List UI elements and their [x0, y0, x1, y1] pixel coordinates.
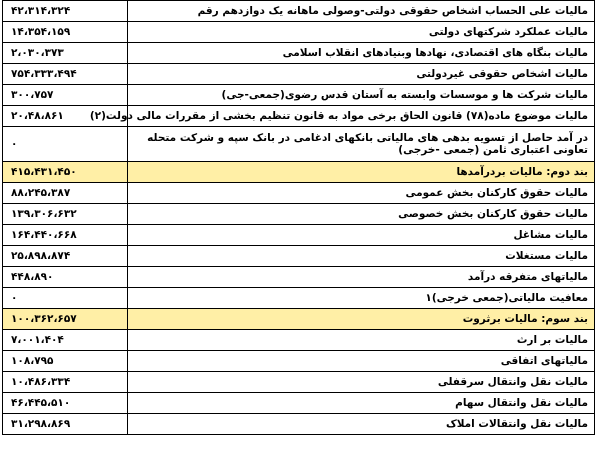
row-label: مالیات عملکرد شرکتهای دولتی: [128, 22, 595, 43]
row-label: مالیات اشخاص حقوقی غیردولتی: [128, 64, 595, 85]
table-row: [3, 204, 595, 225]
row-label: در آمد حاصل از تسویه بدهی های مالیاتی بانکهای ادغامی در بانک سپه و شرکت متحله تعاونی اعتباری ثامن (جمعی -خرجی): [128, 127, 595, 162]
row-label: مالیات نقل وانتقالات املاک: [128, 414, 595, 435]
row-label: مالیات حقوق کارکنان بخش عمومی: [128, 183, 595, 204]
table-row: [3, 1, 595, 22]
row-value: ۷۵۴،۳۳۳،۴۹۴: [3, 64, 128, 85]
row-value: ۷،۰۰۱،۴۰۴: [3, 330, 128, 351]
tax-revenue-table: [2, 0, 595, 435]
row-value: ۱۳۹،۳۰۶،۶۳۲: [3, 204, 128, 225]
section-header-row: [3, 162, 595, 183]
row-value: ۳۰۰،۷۵۷: [3, 85, 128, 106]
row-value: ۱۶۴،۴۴۰،۶۶۸: [3, 225, 128, 246]
row-label: مالیات بر ارث: [128, 330, 595, 351]
row-value: ۲،۰۳۰،۳۷۳: [3, 43, 128, 64]
section-total: ۱۰۰،۳۶۲،۶۵۷: [3, 309, 128, 330]
row-value: ۲۵،۸۹۸،۸۷۴: [3, 246, 128, 267]
row-value: ۱۰،۴۸۶،۳۳۴: [3, 372, 128, 393]
row-value: ۴۶،۴۴۵،۵۱۰: [3, 393, 128, 414]
section-title: بند دوم: مالیات بردرآمدها: [128, 162, 595, 183]
row-label: مالیات نقل وانتقال سرقفلی: [128, 372, 595, 393]
row-value: ۴۴۸،۸۹۰: [3, 267, 128, 288]
table-row: [3, 64, 595, 85]
row-label: مالیات بنگاه های اقتصادی، نهادها وبنیادهای انقلاب اسلامی: [128, 43, 595, 64]
section-total: ۴۱۵،۴۳۱،۴۵۰: [3, 162, 128, 183]
table-row: [3, 414, 595, 435]
row-value: ۴۲،۳۱۴،۳۲۴: [3, 1, 128, 22]
row-label: مالیات مستغلات: [128, 246, 595, 267]
table-body: [3, 1, 595, 435]
table-row: [3, 267, 595, 288]
row-value: ۰: [3, 127, 128, 162]
row-label: مالیاتهای متفرقه درآمد: [128, 267, 595, 288]
table-row: [3, 183, 595, 204]
row-label: مالیات شرکت ها و موسسات وابسته به آستان قدس رضوی(جمعی-جی): [128, 85, 595, 106]
table-row: [3, 225, 595, 246]
row-label: مالیات حقوق کارکنان بخش خصوصی: [128, 204, 595, 225]
row-label: مالیات علی الحساب اشخاص حقوقی دولتی-وصولی ماهانه یک دوازدهم رقم: [128, 1, 595, 22]
table-row: [3, 246, 595, 267]
table-row: [3, 85, 595, 106]
row-label: مالیاتهای اتفاقی: [128, 351, 595, 372]
row-value: ۲۰،۴۸،۸۶۱: [3, 106, 128, 127]
row-label: مالیات نقل وانتقال سهام: [128, 393, 595, 414]
table-row: [3, 288, 595, 309]
table-row: [3, 393, 595, 414]
table-row: [3, 372, 595, 393]
section-header-row: [3, 309, 595, 330]
section-title: بند سوم: مالیات برثروت: [128, 309, 595, 330]
row-value: ۸۸،۲۴۵،۳۸۷: [3, 183, 128, 204]
row-label: مالیات مشاغل: [128, 225, 595, 246]
row-label: معافیت مالیاتی(جمعی خرجی)۱: [128, 288, 595, 309]
row-value: ۱۴،۳۵۴،۱۵۹: [3, 22, 128, 43]
table-row: [3, 330, 595, 351]
row-value: ۰: [3, 288, 128, 309]
row-label: مالیات موضوع ماده(۷۸) قانون الحاق برخی مواد به قانون تنظیم بخشی از مقررات مالی دولت(۲): [128, 106, 595, 127]
table-row: [3, 43, 595, 64]
table-row: [3, 127, 595, 162]
table-row: [3, 22, 595, 43]
table-row: [3, 351, 595, 372]
table-row: [3, 106, 595, 127]
row-value: ۱۰۸،۷۹۵: [3, 351, 128, 372]
row-value: ۳۱،۲۹۸،۸۶۹: [3, 414, 128, 435]
